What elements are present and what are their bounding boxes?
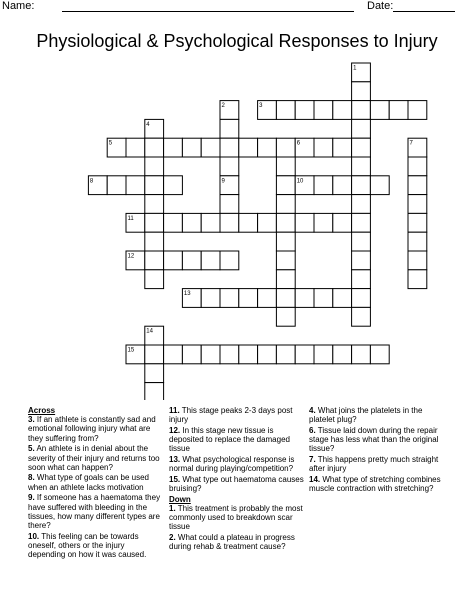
- grid-cell[interactable]: [220, 289, 239, 308]
- grid-cell[interactable]: [239, 138, 258, 157]
- grid-cell[interactable]: [126, 138, 145, 157]
- name-label: Name:: [2, 0, 35, 12]
- grid-cell[interactable]: [295, 289, 314, 308]
- grid-cell[interactable]: [220, 157, 239, 176]
- grid-cell[interactable]: [276, 232, 295, 251]
- clues-middle-column: [169, 406, 304, 553]
- grid-cell[interactable]: [145, 176, 164, 195]
- grid-cell[interactable]: [239, 289, 258, 308]
- grid-cell[interactable]: [201, 289, 220, 308]
- grid-cell[interactable]: [145, 213, 164, 232]
- grid-cell[interactable]: [352, 307, 371, 326]
- clue-item: [169, 426, 304, 454]
- grid-cell[interactable]: [182, 251, 201, 270]
- clue-number: 11.: [169, 406, 180, 415]
- clue-item: [309, 406, 449, 424]
- grid-cell[interactable]: [182, 213, 201, 232]
- grid-cell[interactable]: [276, 345, 295, 364]
- grid-cell[interactable]: [220, 345, 239, 364]
- grid-cell[interactable]: [295, 213, 314, 232]
- grid-cell[interactable]: [276, 251, 295, 270]
- clue-list-col1: [28, 415, 163, 559]
- clue-number-label: 10: [296, 178, 304, 185]
- clue-item: [309, 426, 449, 454]
- clue-number: 10.: [28, 531, 40, 541]
- page-title: Physiological & Psychological Responses to Injury: [36, 31, 438, 51]
- grid-cell[interactable]: [314, 345, 333, 364]
- grid-cell[interactable]: [352, 82, 371, 101]
- grid-cell[interactable]: [295, 345, 314, 364]
- grid-cell[interactable]: [201, 345, 220, 364]
- grid-cell[interactable]: [408, 195, 427, 214]
- grid-cell[interactable]: [164, 213, 183, 232]
- grid-cell[interactable]: [314, 138, 333, 157]
- clue-number-label: 5: [108, 140, 113, 147]
- grid-cell[interactable]: [239, 213, 258, 232]
- grid-cell[interactable]: [389, 101, 408, 120]
- grid-cell[interactable]: [164, 176, 183, 195]
- clue-number-label: 11: [127, 215, 134, 222]
- grid-cell[interactable]: [239, 345, 258, 364]
- grid-cell[interactable]: [201, 213, 220, 232]
- grid-cell[interactable]: [370, 101, 389, 120]
- grid-cell[interactable]: [352, 251, 371, 270]
- clue-number: 13.: [169, 455, 181, 465]
- grid-cell[interactable]: [333, 289, 352, 308]
- clue-number: 14.: [309, 474, 321, 484]
- grid-cell[interactable]: [333, 138, 352, 157]
- grid-cell[interactable]: [314, 176, 333, 195]
- grid-cell[interactable]: [352, 232, 371, 251]
- grid-cell[interactable]: [220, 251, 239, 270]
- clue-item: [28, 493, 163, 530]
- grid-cell[interactable]: [314, 289, 333, 308]
- grid-cell[interactable]: [333, 345, 352, 364]
- clue-number: 8.: [28, 473, 35, 483]
- grid-cell[interactable]: [314, 101, 333, 120]
- grid-cell[interactable]: [408, 176, 427, 195]
- date-label: Date:: [367, 0, 394, 12]
- grid-cell[interactable]: [145, 232, 164, 251]
- grid-cell[interactable]: [164, 138, 183, 157]
- grid-cell[interactable]: [126, 176, 145, 195]
- grid-cell[interactable]: [295, 101, 314, 120]
- clue-number: 9.: [28, 493, 35, 503]
- grid-cell[interactable]: [352, 270, 371, 289]
- clue-list-col2: [169, 406, 304, 493]
- clue-text: If an athlete is constantly sad and emotional following injury what are they suffering from?: [28, 415, 156, 443]
- grid-cell[interactable]: [201, 251, 220, 270]
- grid-cell[interactable]: [145, 270, 164, 289]
- clues-right-column: [309, 406, 449, 495]
- grid-cell[interactable]: [145, 345, 164, 364]
- grid-cell[interactable]: [408, 232, 427, 251]
- grid-cell[interactable]: [333, 176, 352, 195]
- grid-cell[interactable]: [276, 195, 295, 214]
- clue-item: [28, 532, 163, 560]
- grid-cell[interactable]: [258, 138, 277, 157]
- grid-cell[interactable]: [276, 307, 295, 326]
- grid-cell[interactable]: [408, 270, 427, 289]
- clue-item: [169, 504, 304, 532]
- grid-cell[interactable]: [220, 138, 239, 157]
- clue-text: What type out haematoma causes bruising?: [169, 474, 304, 494]
- clue-text: This stage peaks 2-3 days post injury: [169, 406, 293, 425]
- grid-cell[interactable]: [352, 119, 371, 138]
- grid-cell[interactable]: [107, 176, 126, 195]
- grid-cell[interactable]: [370, 345, 389, 364]
- grid-cell[interactable]: [352, 176, 371, 195]
- grid-cell[interactable]: [220, 119, 239, 138]
- clue-item: [28, 473, 163, 491]
- clue-list-col2-down: [169, 504, 304, 552]
- across-heading: Across: [28, 406, 56, 415]
- clue-number-label: 3: [259, 103, 263, 110]
- grid-cell[interactable]: [352, 345, 371, 364]
- grid-cell[interactable]: [276, 289, 295, 308]
- clue-text: This feeling can be towards oneself, others or the injury depending on how it was caused.: [28, 531, 147, 560]
- clue-text: If someone has a haematoma they have suffered with bleeding in the tissues, how many different types are there?: [28, 493, 161, 530]
- grid-cell[interactable]: [145, 251, 164, 270]
- clue-item: [309, 475, 449, 493]
- grid-cell[interactable]: [145, 364, 164, 383]
- grid-cell[interactable]: [352, 195, 371, 214]
- grid-cell[interactable]: [352, 101, 371, 120]
- grid-cell[interactable]: [352, 138, 371, 157]
- grid-cell[interactable]: [352, 157, 371, 176]
- grid-cell[interactable]: [201, 138, 220, 157]
- clue-number: 5.: [28, 444, 35, 454]
- grid-cell[interactable]: [220, 195, 239, 214]
- clue-item: [169, 455, 304, 473]
- clue-number: 7.: [309, 455, 316, 465]
- grid-cell[interactable]: [258, 289, 277, 308]
- grid-cell[interactable]: [145, 157, 164, 176]
- clue-number-label: 7: [409, 140, 413, 147]
- clue-item: [28, 444, 163, 472]
- clue-number-label: 14: [146, 328, 153, 335]
- clue-text: What psychological response is normal during playing/competition?: [169, 455, 295, 474]
- grid-cell[interactable]: [276, 101, 295, 120]
- grid-cell[interactable]: [333, 101, 352, 120]
- clue-number: 4.: [309, 406, 316, 415]
- grid-cell[interactable]: [182, 138, 201, 157]
- clue-item: [169, 533, 304, 551]
- clue-item: [169, 475, 304, 493]
- grid-cell[interactable]: [276, 176, 295, 195]
- clue-text: This treatment is probably the most commonly used to breakdown scar tissue: [169, 504, 303, 532]
- clue-list-col3: [309, 406, 449, 493]
- grid-cell[interactable]: [276, 213, 295, 232]
- grid-cell[interactable]: [370, 176, 389, 195]
- clue-text: What joins the platelets in the platelet plug?: [309, 406, 423, 425]
- grid-cell[interactable]: [145, 195, 164, 214]
- grid-cell[interactable]: [258, 213, 277, 232]
- clue-number-label: 8: [89, 178, 94, 185]
- clue-number: 12.: [169, 425, 181, 435]
- clue-number: 15.: [169, 474, 181, 484]
- grid-cell[interactable]: [276, 138, 295, 157]
- grid-cell[interactable]: [408, 157, 427, 176]
- grid-cell[interactable]: [352, 213, 371, 232]
- clue-number-label: 1: [353, 65, 357, 72]
- clue-number-label: 12: [127, 253, 135, 260]
- clue-text: What type of stretching combines muscle contraction with stretching?: [309, 474, 441, 494]
- clue-number-label: 15: [127, 347, 135, 354]
- clue-number-label: 6: [296, 140, 301, 147]
- grid-cell[interactable]: [408, 251, 427, 270]
- clue-text: What could a plateau in progress during rehab & treatment cause?: [169, 533, 295, 552]
- clue-text: In this stage new tissue is deposited to replace the damaged tissue: [169, 425, 290, 454]
- clue-text: What type of goals can be used when an athlete lacks motivation: [28, 473, 149, 492]
- clue-item: [28, 415, 163, 443]
- clue-number-label: 9: [221, 178, 225, 185]
- clue-text: This happens pretty much straight after injury: [309, 455, 439, 474]
- clue-number: 3.: [28, 415, 35, 425]
- down-heading: Down: [169, 494, 191, 504]
- grid-cell[interactable]: [408, 101, 427, 120]
- grid-cell[interactable]: [164, 345, 183, 364]
- grid-cell[interactable]: [164, 251, 183, 270]
- clue-item: [169, 406, 304, 424]
- clue-number-label: 2: [221, 103, 225, 110]
- grid-cell[interactable]: [314, 213, 333, 232]
- clues-across-column: [28, 406, 163, 561]
- grid-cell[interactable]: [145, 138, 164, 157]
- grid-cell[interactable]: [333, 213, 352, 232]
- grid-cell[interactable]: [182, 345, 201, 364]
- grid-cell[interactable]: [145, 383, 164, 400]
- clue-number: 6.: [309, 425, 316, 435]
- clue-item: [309, 455, 449, 473]
- grid-cell[interactable]: [258, 345, 277, 364]
- grid-cell[interactable]: [276, 270, 295, 289]
- clue-number-label: 4: [146, 121, 150, 128]
- grid-cell[interactable]: [352, 289, 371, 308]
- clue-number-label: 13: [183, 291, 191, 298]
- grid-cell[interactable]: [220, 213, 239, 232]
- clue-number: 2.: [169, 533, 176, 543]
- clue-text: Tissue laid down during the repair stage has less what than the original tissue?: [309, 425, 439, 454]
- clue-text: An athlete is in denial about the severity of their injury and returns too soon what can happen?: [28, 444, 160, 472]
- grid-cell[interactable]: [408, 213, 427, 232]
- clue-number: 1.: [169, 504, 176, 514]
- grid-cell[interactable]: [276, 157, 295, 176]
